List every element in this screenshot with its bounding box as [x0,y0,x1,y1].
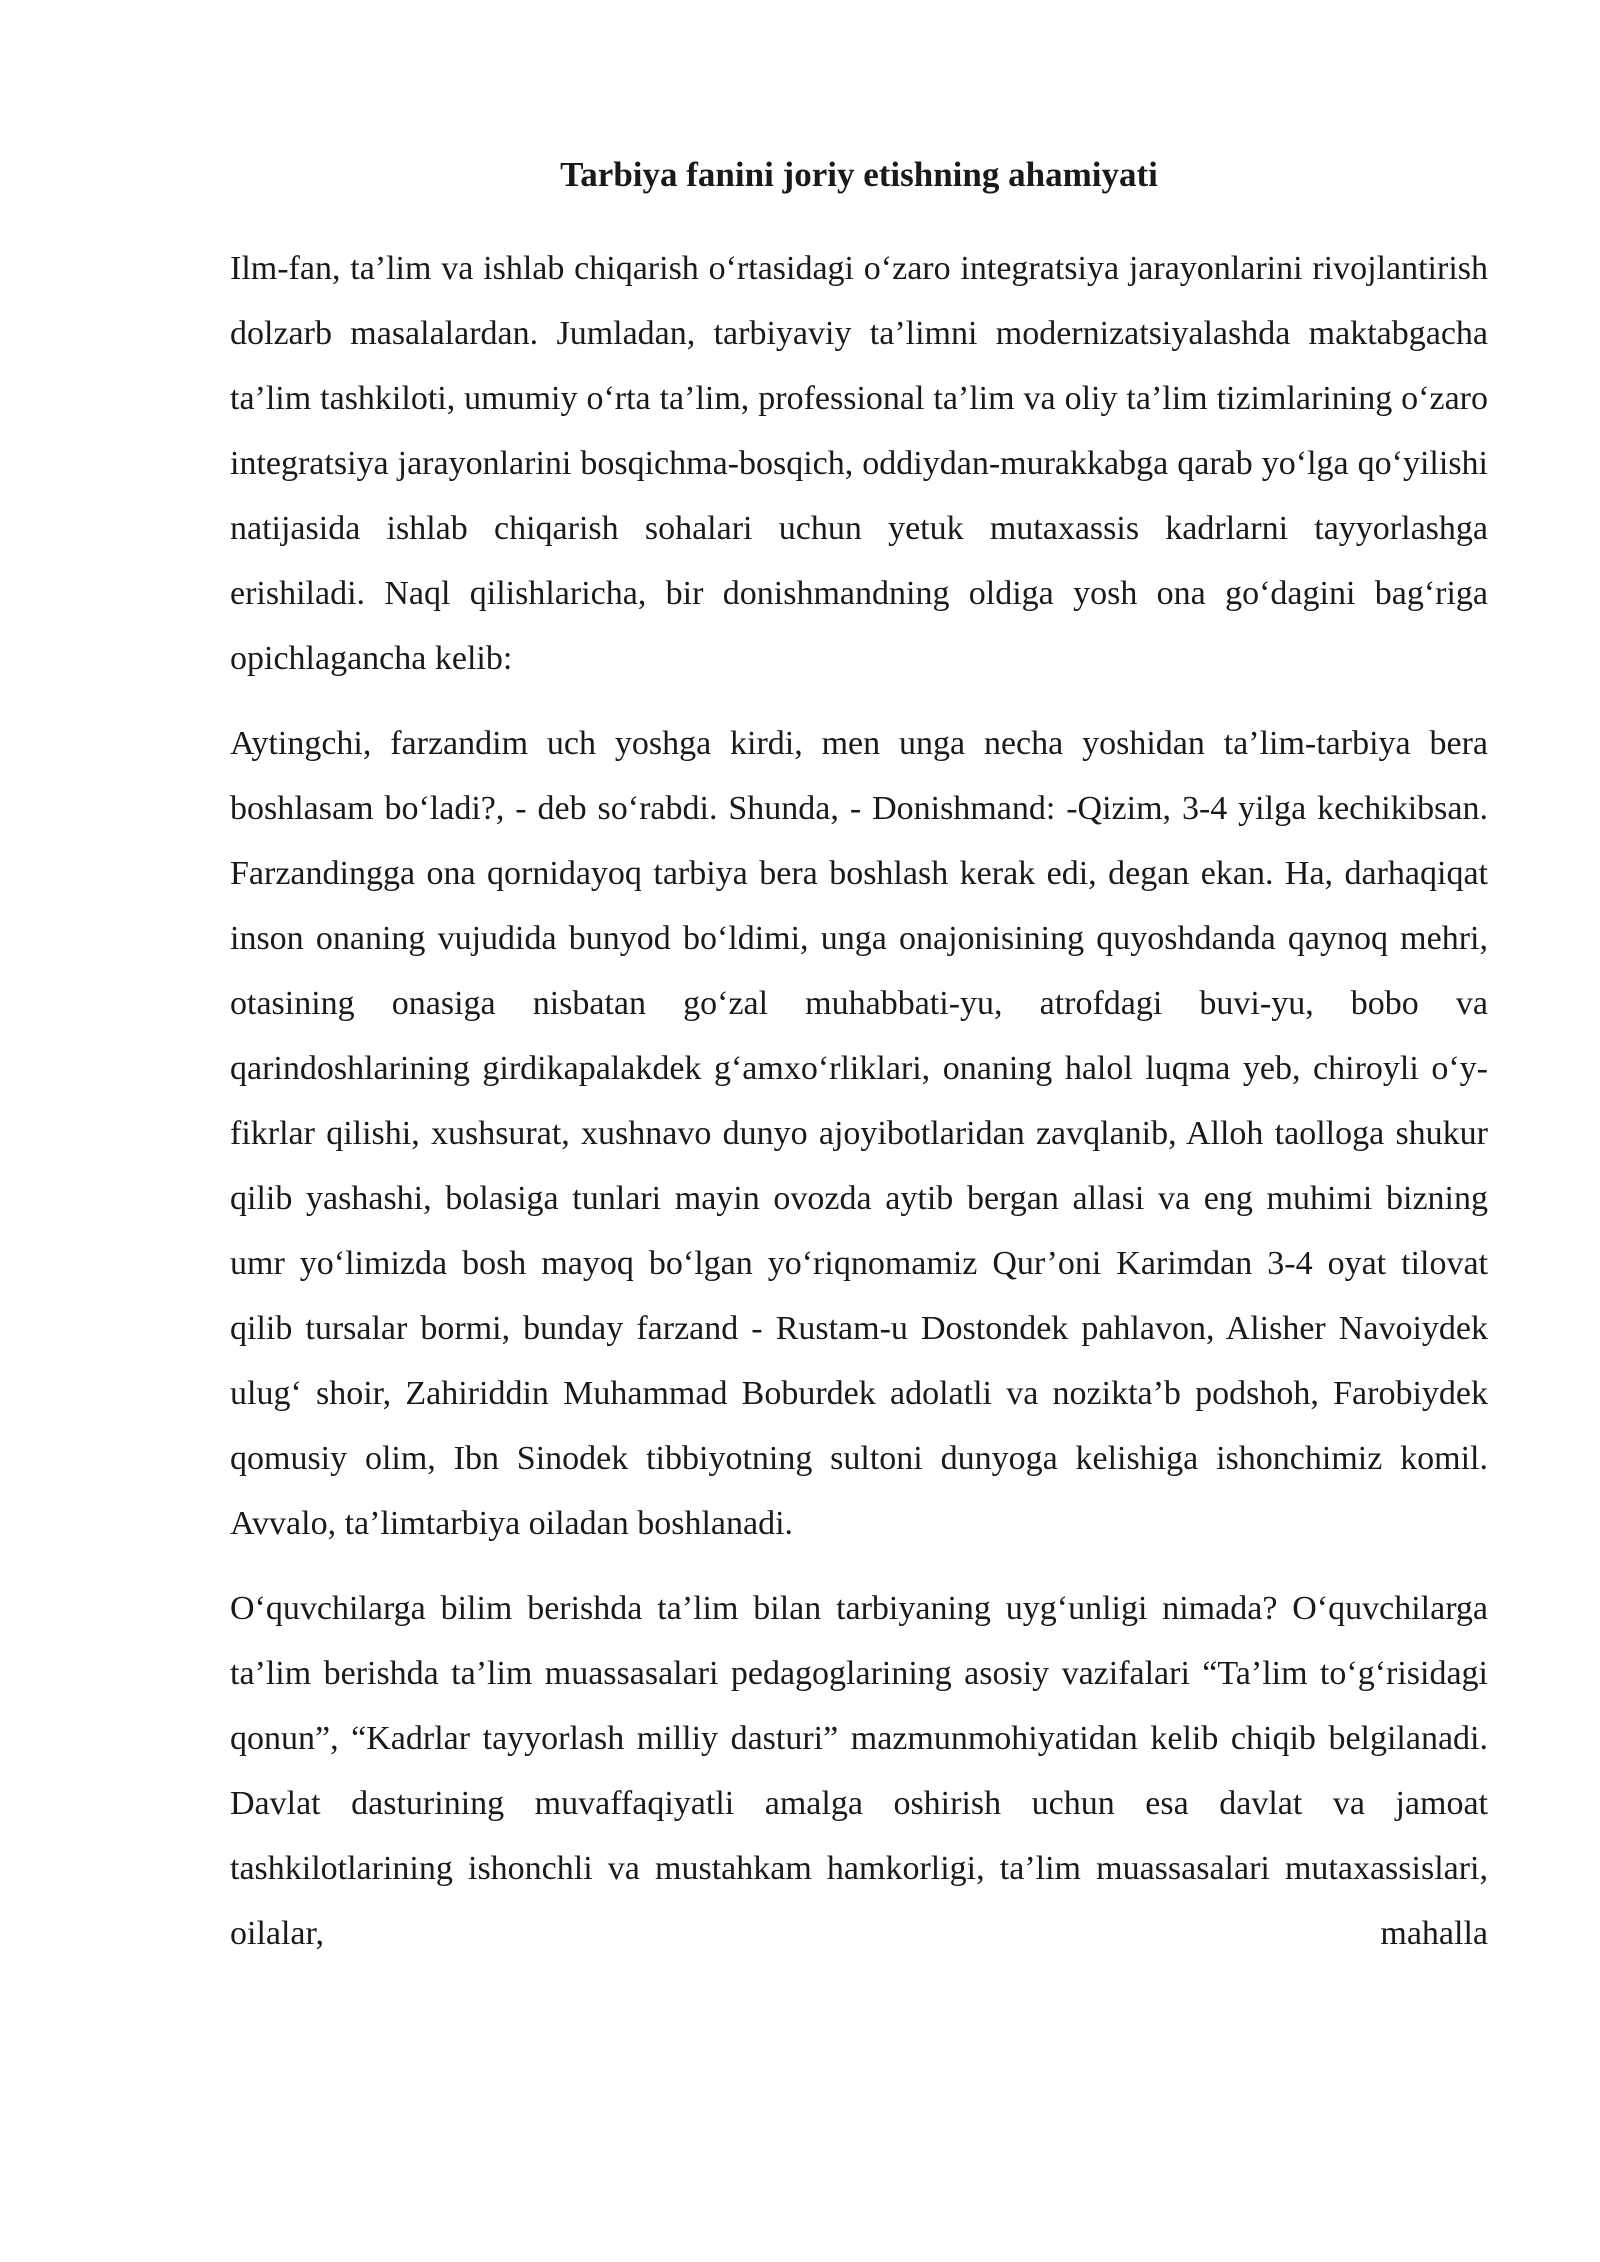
paragraph-2: Aytingchi, farzandim uch yoshga kirdi, men unga necha yoshidan ta’lim-tarbiya bera boshlasam bo‘ladi?, - deb so‘rabdi. Shunda, - Donishmand: -Qizim, 3-4 yilga kechikibsan. Farzandingga ona qornidayoq tarbiya bera boshlash kerak edi, degan ekan. Ha, darhaqiqat inson onaning vujudida bunyod bo‘ldimi, unga onajonisining quyoshdanda qaynoq mehri, otasining onasiga nisbatan go‘zal muhabbati-yu, atrofdagi buvi-yu, bobo va qarindoshlarining girdikapalakdek g‘amxo‘rliklari, onaning halol luqma yeb, chiroyli o‘y-fikrlar qilishi, xushsurat, xushnavo dunyo ajoyibotlaridan zavqlanib, Alloh taolloga shukur qilib yashashi, bolasiga tunlari mayin ovozda aytib bergan allasi va eng muhimi bizning umr yo‘limizda bosh mayoq bo‘lgan yo‘riqnomamiz Qur’oni Karimdan 3-4 oyat tilovat qilib tursalar bormi, bunday farzand - Rustam-u Dostondek pahlavon, Alisher Navoiydek ulug‘ shoir, Zahiriddin Muhammad Boburdek adolatli va nozikta’b podshoh, Farobiydek qomusiy olim, Ibn Sinodek tibbiyotning sultoni dunyoga kelishiga ishonchimiz komil. Avvalo, ta’limtarbiya oiladan boshlanadi. [230,725,1488,1542]
document-body [230,236,1488,1986]
document-title: Tarbiya fanini joriy etishning ahamiyati [560,155,1158,194]
paragraph-3: O‘quvchilarga bilim berishda ta’lim bilan tarbiyaning uyg‘unligi nimada? O‘quvchilarga ta’lim berishda ta’lim muassasalari pedagoglarining asosiy vazifalari “Ta’lim to‘g‘risidagi qonun”, “Kadrlar tayyorlash milliy dasturi” mazmunmohiyatidan kelib chiqib belgilanadi. Davlat dasturining muvaffaqiyatli amalga oshirish uchun esa davlat va jamoat tashkilotlarining ishonchli va mustahkam hamkorligi, ta’lim muassasalari mutaxassislari, oilalar, mahalla [230,1590,1488,1952]
paragraph-1: Ilm-fan, ta’lim va ishlab chiqarish o‘rtasidagi o‘zaro integratsiya jarayonlarini rivojlantirish dolzarb masalalardan. Jumladan, tarbiyaviy ta’limni modernizatsiyalashda maktabgacha ta’lim tashkiloti, umumiy o‘rta ta’lim, professional ta’lim va oliy ta’lim tizimlarining o‘zaro integratsiya jarayonlarini bosqichma-bosqich, oddiydan-murakkabga qarab yo‘lga qo‘yilishi natijasida ishlab chiqarish sohalari uchun yetuk mutaxassis kadrlarni tayyorlashga erishiladi. Naql qilishlaricha, bir donishmandning oldiga yosh ona go‘dagini bag‘riga opichlagancha kelib: [230,250,1488,677]
